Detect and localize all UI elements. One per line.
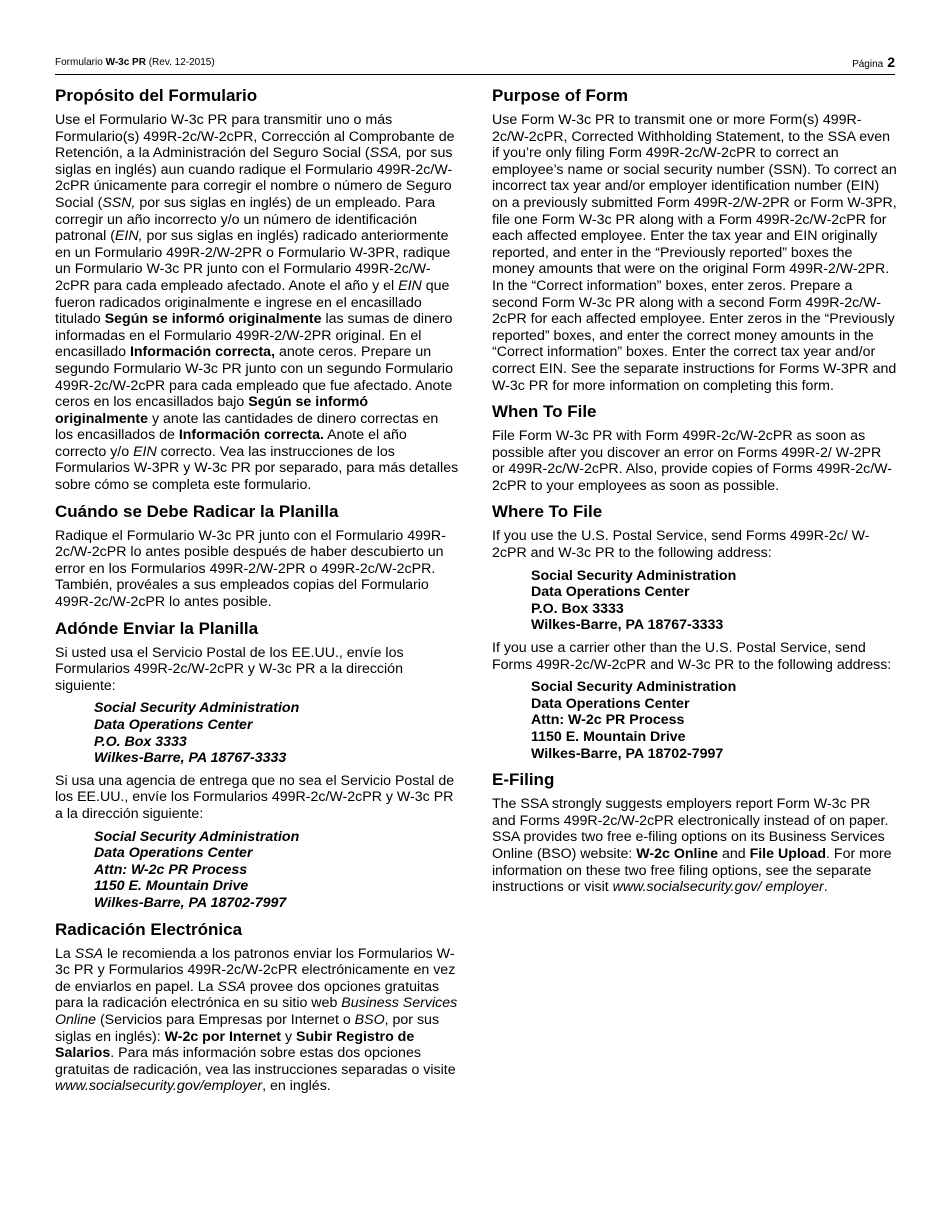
address-line: Wilkes-Barre, PA 18702-7997	[531, 745, 724, 762]
es-when-heading: Cuándo se Debe Radicar la Planilla	[55, 501, 339, 521]
en-efile-heading: E-Filing	[492, 770, 555, 790]
ssa-employer-link-en: www.socialsecurity.gov/ employer	[612, 879, 824, 896]
es-efile-text: La SSA le recomienda a los patronos enviar los Formularios W-3c PR y Formularios 499R-2c/W-2cPR electrónicamente en vez de enviarlos en papel. La SSA provee dos opciones gratuitas para la radicación electrónica en su sitio web Business Services Online (Servicios para Empresas por Internet o BSO, por sus siglas en inglés): W-2c por Internet y Subir Registro de Salarios. Para más información sobre estas dos opciones gratuitas de radicación, vea las instrucciones separadas o visite www.socialsecurity.gov/employer, en inglés.	[55, 945, 458, 1095]
form-prefix: Formulario	[55, 57, 106, 68]
en-purpose-section	[492, 86, 897, 394]
address-line: Social Security Administration	[531, 567, 737, 584]
page	[55, 0, 895, 1230]
en-purpose-text: Use Form W-3c PR to transmit one or more Form(s) 499R-2c/W-2cPR, Corrected Withholding Statement, to the SSA even if you’re only filing Form 499R-2c/W-2cPR to correct an employee’s name or social security number (SSN). To correct an incorrect tax year and/or employer identification number (EIN) on a previously submitted Form 499R-2/W-2PR or Form W-3PR, file one Form W-3c PR along with a Form 499R-2c/W-2cPR for each affected employee. Enter the tax year and EIN originally reported, and enter in the “Previously reported” boxes the money amounts that were on the original Form 499R-2/W-2PR. In the “Correct information” boxes, enter zeros. Prepare a second Form W-3c PR along with a second Form 499R-2c/W-2cPR for each affected employee. Enter zeros in the “Previously reported” boxes, and enter the correct money amounts in the “Correct information” boxes. Enter the correct tax year and/or correct EIN. See the separate instructions for Forms W-3PR and W-3c PR for more information on completing this form.	[492, 112, 897, 394]
es-carrier-address	[94, 829, 460, 912]
es-purpose-text: Use el Formulario W-3c PR para transmitir uno o más Formulario(s) 499R-2c/W-2cPR, Corrección al Comprobante de Retención, a la Administración del Seguro Social (SSA, por sus siglas en inglés) aun cuando radique el Formulario 499R-2c/W-2cPR únicamente para corregir el nombre o número de Seguro Social (SSN, por sus siglas en inglés) de un empleado. Para corregir un año incorrecto y/o un número de identificación patronal (EIN, por sus siglas en inglés) radicado anteriormente en un Formulario 499R-2/W-2PR o Formulario W-3PR, radique un Formulario W-3c PR junto con el Formulario 499R-2c/W-2cPR para cada empleado afectado. Anote el año y el EIN que fueron radicados originalmente e ingrese en el encasillado titulado Según se informó originalmente las sumas de dinero informadas en el Formulario 499R-2/W-2PR original. En el encasillado Información correcta, anote ceros. Prepare un segundo Formulario W-3c PR junto con un segundo Formulario 499R-2c/W-2cPR para cada empleado que fue afectado. Anote ceros en los encasillados bajo Según se informó originalmente y anote las cantidades de dinero correctas en los encasillados de Información correcta. Anote el año correcto y/o EIN correcto. Vea las instrucciones de los Formularios W-3PR y W-3c PR por separado, para más detalles sobre cómo se completa este formulario.	[55, 112, 459, 494]
es-postal-address	[94, 700, 460, 766]
es-purpose-heading: Propósito del Formulario	[55, 86, 258, 105]
address-line: Wilkes-Barre, PA 18702-7997	[94, 894, 287, 911]
es-when-text: Radique el Formulario W-3c PR junto con el Formulario 499R-2c/W-2cPR lo antes posible después de haber descubierto un error en los Formularios 499R-2/W-2PR o 499R-2c/W-2cPR. También, provéales a sus empleados copias del Formulario 499R-2c/W-2cPR lo antes posible.	[55, 527, 446, 611]
address-line: Data Operations Center	[94, 845, 253, 862]
english-column	[492, 86, 897, 904]
address-line: Wilkes-Barre, PA 18767-3333	[531, 617, 724, 634]
form-revision: (Rev. 12-2015)	[145, 57, 215, 68]
address-line: Wilkes-Barre, PA 18767-3333	[94, 750, 287, 767]
address-line: Attn: W-2c PR Process	[94, 861, 248, 878]
ssa-employer-link-es: www.socialsecurity.gov/employer	[55, 1078, 263, 1095]
address-line: Social Security Administration	[94, 700, 300, 717]
es-where-section	[55, 619, 460, 912]
en-when-text: File Form W-3c PR with Form 499R-2c/W-2cPR as soon as possible after you discover an error on Forms 499R-2/ W-2PR or 499R-2c/W-2cPR. Also, provide copies of Forms 499R-2c/W-2cPR to your employees as soon as possible.	[492, 428, 893, 494]
es-efile-section	[55, 920, 460, 1095]
es-where-intro-postal: Si usted usa el Servicio Postal de los EE.UU., envíe los Formularios 499R-2c/W-2cPR y W-3c PR a la dirección siguiente:	[55, 644, 404, 694]
address-line: 1150 E. Mountain Drive	[94, 878, 249, 895]
en-carrier-address	[531, 679, 897, 762]
address-line: P.O. Box 3333	[531, 600, 624, 617]
page-number-label	[852, 54, 895, 70]
address-line: P.O. Box 3333	[94, 733, 187, 750]
en-where-intro-carrier: If you use a carrier other than the U.S. Postal Service, send Forms 499R-2c/W-2cPR and W-3c PR to the following address:	[492, 640, 892, 673]
page-number: 2	[887, 54, 895, 70]
address-line: Data Operations Center	[531, 695, 690, 712]
address-line: Social Security Administration	[94, 828, 300, 845]
address-line: Attn: W-2c PR Process	[531, 712, 685, 729]
en-postal-address	[531, 568, 897, 634]
en-purpose-heading: Purpose of Form	[492, 86, 629, 105]
en-when-section	[492, 402, 897, 494]
address-line: Social Security Administration	[531, 679, 737, 696]
page-header	[55, 54, 895, 75]
page-label: Página	[852, 59, 884, 70]
address-line: Data Operations Center	[94, 717, 253, 733]
address-line: Data Operations Center	[531, 584, 690, 601]
es-efile-heading: Radicación Electrónica	[55, 919, 243, 939]
es-where-heading: Adónde Enviar la Planilla	[55, 618, 259, 638]
spanish-column	[55, 86, 460, 1103]
es-where-intro-carrier: Si usa una agencia de entrega que no sea el Servicio Postal de los EE.UU., envíe los Formularios 499R-2c/W-2cPR y W-3c PR a la dirección siguiente:	[55, 772, 455, 822]
address-line: 1150 E. Mountain Drive	[531, 729, 686, 745]
en-where-heading: Where To File	[492, 502, 603, 522]
en-where-intro-postal: If you use the U.S. Postal Service, send Forms 499R-2c/ W-2cPR and W-3c PR to the following address:	[492, 528, 870, 562]
form-name: W-3c PR	[105, 57, 146, 68]
en-where-section	[492, 502, 897, 762]
form-identifier	[55, 57, 215, 68]
en-efile-text: The SSA strongly suggests employers report Form W-3c PR and Forms 499R-2c/W-2cPR electronically instead of on paper. SSA provides two free e-filing options on its Business Services Online (BSO) website: W-2c Online and File Upload. For more information on these two free filing options, see the separate instructions or visit www.socialsecurity.gov/ employer.	[492, 796, 892, 896]
es-purpose-section	[55, 86, 460, 494]
en-when-heading: When To File	[492, 402, 597, 422]
es-when-section	[55, 502, 460, 611]
en-efile-section	[492, 770, 897, 896]
